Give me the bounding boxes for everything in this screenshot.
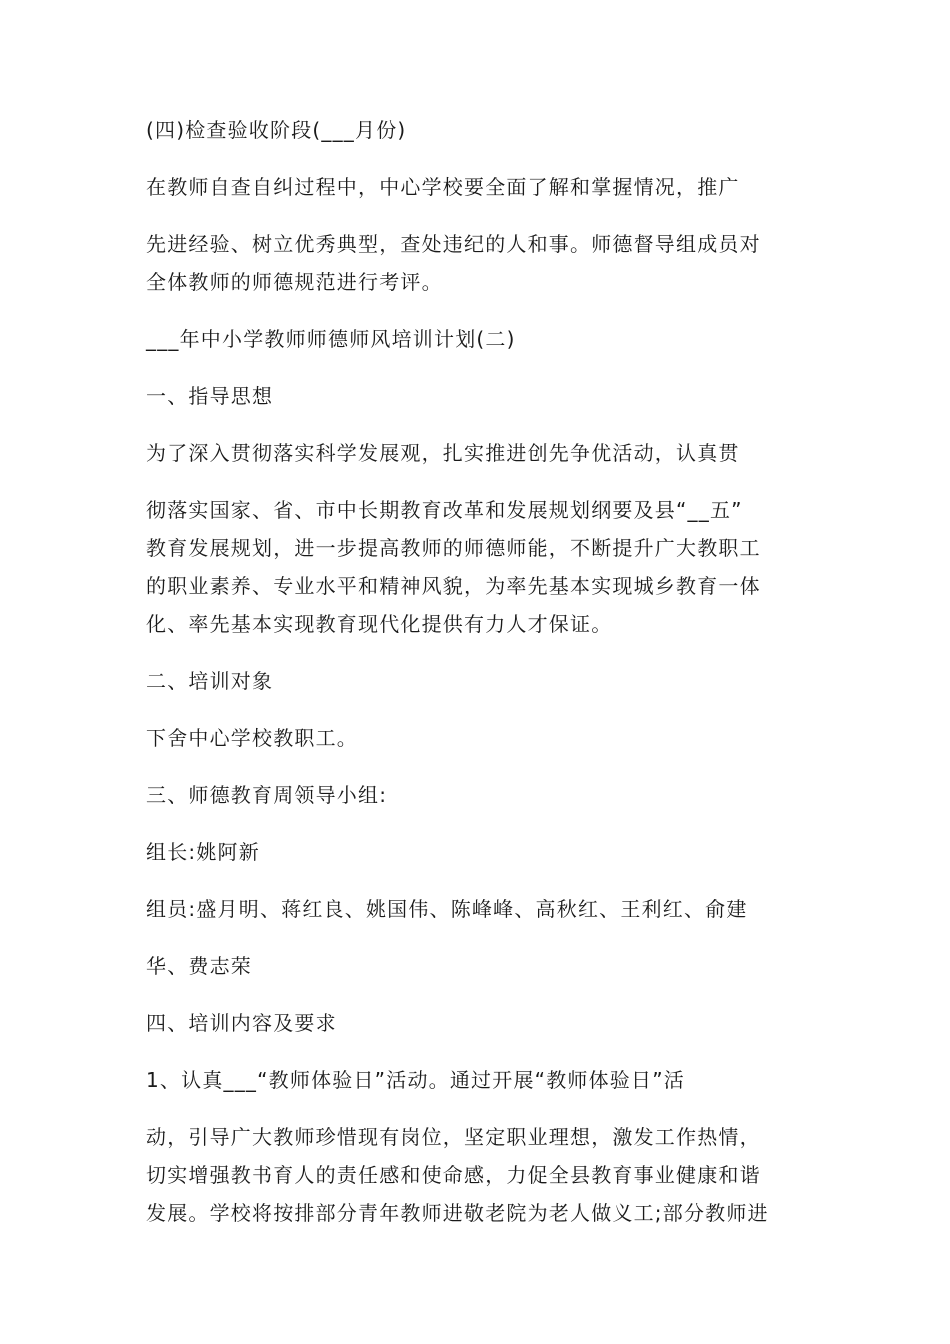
section-heading-leadership-group: 三、师德教育周领导小组: bbox=[146, 783, 388, 807]
paragraph-line: 彻落实国家、省、市中长期教育改革和发展规划纲要及县“__五” bbox=[146, 498, 743, 522]
paragraph-line: 在教师自查自纠过程中，中心学校要全面了解和掌握情况，推广 bbox=[146, 175, 740, 199]
paragraph-line: 下舍中心学校教职工。 bbox=[146, 726, 358, 750]
group-members-line: 组员:盛月明、蒋红良、姚国伟、陈峰峰、高秋红、王利红、俞建 bbox=[146, 897, 748, 921]
paragraph-line: 先进经验、树立优秀典型，查处违纪的人和事。师德督导组成员对 bbox=[146, 232, 761, 256]
paragraph-line: 为了深入贯彻落实科学发展观，扎实推进创先争优活动，认真贯 bbox=[146, 441, 740, 465]
paragraph-line: 教育发展规划，进一步提高教师的师德师能，不断提升广大教职工 bbox=[146, 536, 761, 560]
paragraph-line: 1、认真___“教师体验日”活动。通过开展“教师体验日”活 bbox=[146, 1068, 685, 1092]
paragraph-line: 切实增强教书育人的责任感和使命感，力促全县教育事业健康和谐 bbox=[146, 1163, 761, 1187]
section-heading-training-content: 四、培训内容及要求 bbox=[146, 1011, 337, 1035]
paragraph-line: 的职业素养、专业水平和精神风貌，为率先基本实现城乡教育一体 bbox=[146, 574, 761, 598]
paragraph-line: 化、率先基本实现教育现代化提供有力人才保证。 bbox=[146, 612, 613, 636]
section-heading-training-targets: 二、培训对象 bbox=[146, 669, 274, 693]
section-heading-guiding-ideology: 一、指导思想 bbox=[146, 384, 274, 408]
paragraph-line: 动，引导广大教师珍惜现有岗位，坚定职业理想，激发工作热情， bbox=[146, 1125, 761, 1149]
group-leader-line: 组长:姚阿新 bbox=[146, 840, 260, 864]
group-members-line: 华、费志荣 bbox=[146, 954, 252, 978]
paragraph-line: 全体教师的师德规范进行考评。 bbox=[146, 270, 443, 294]
section-heading-inspection: (四)检查验收阶段(___月份) bbox=[146, 118, 407, 142]
document-title: ___年中小学教师师德师风培训计划(二) bbox=[146, 327, 516, 351]
paragraph-line: 发展。学校将按排部分青年教师进敬老院为老人做义工;部分教师进 bbox=[146, 1201, 769, 1225]
